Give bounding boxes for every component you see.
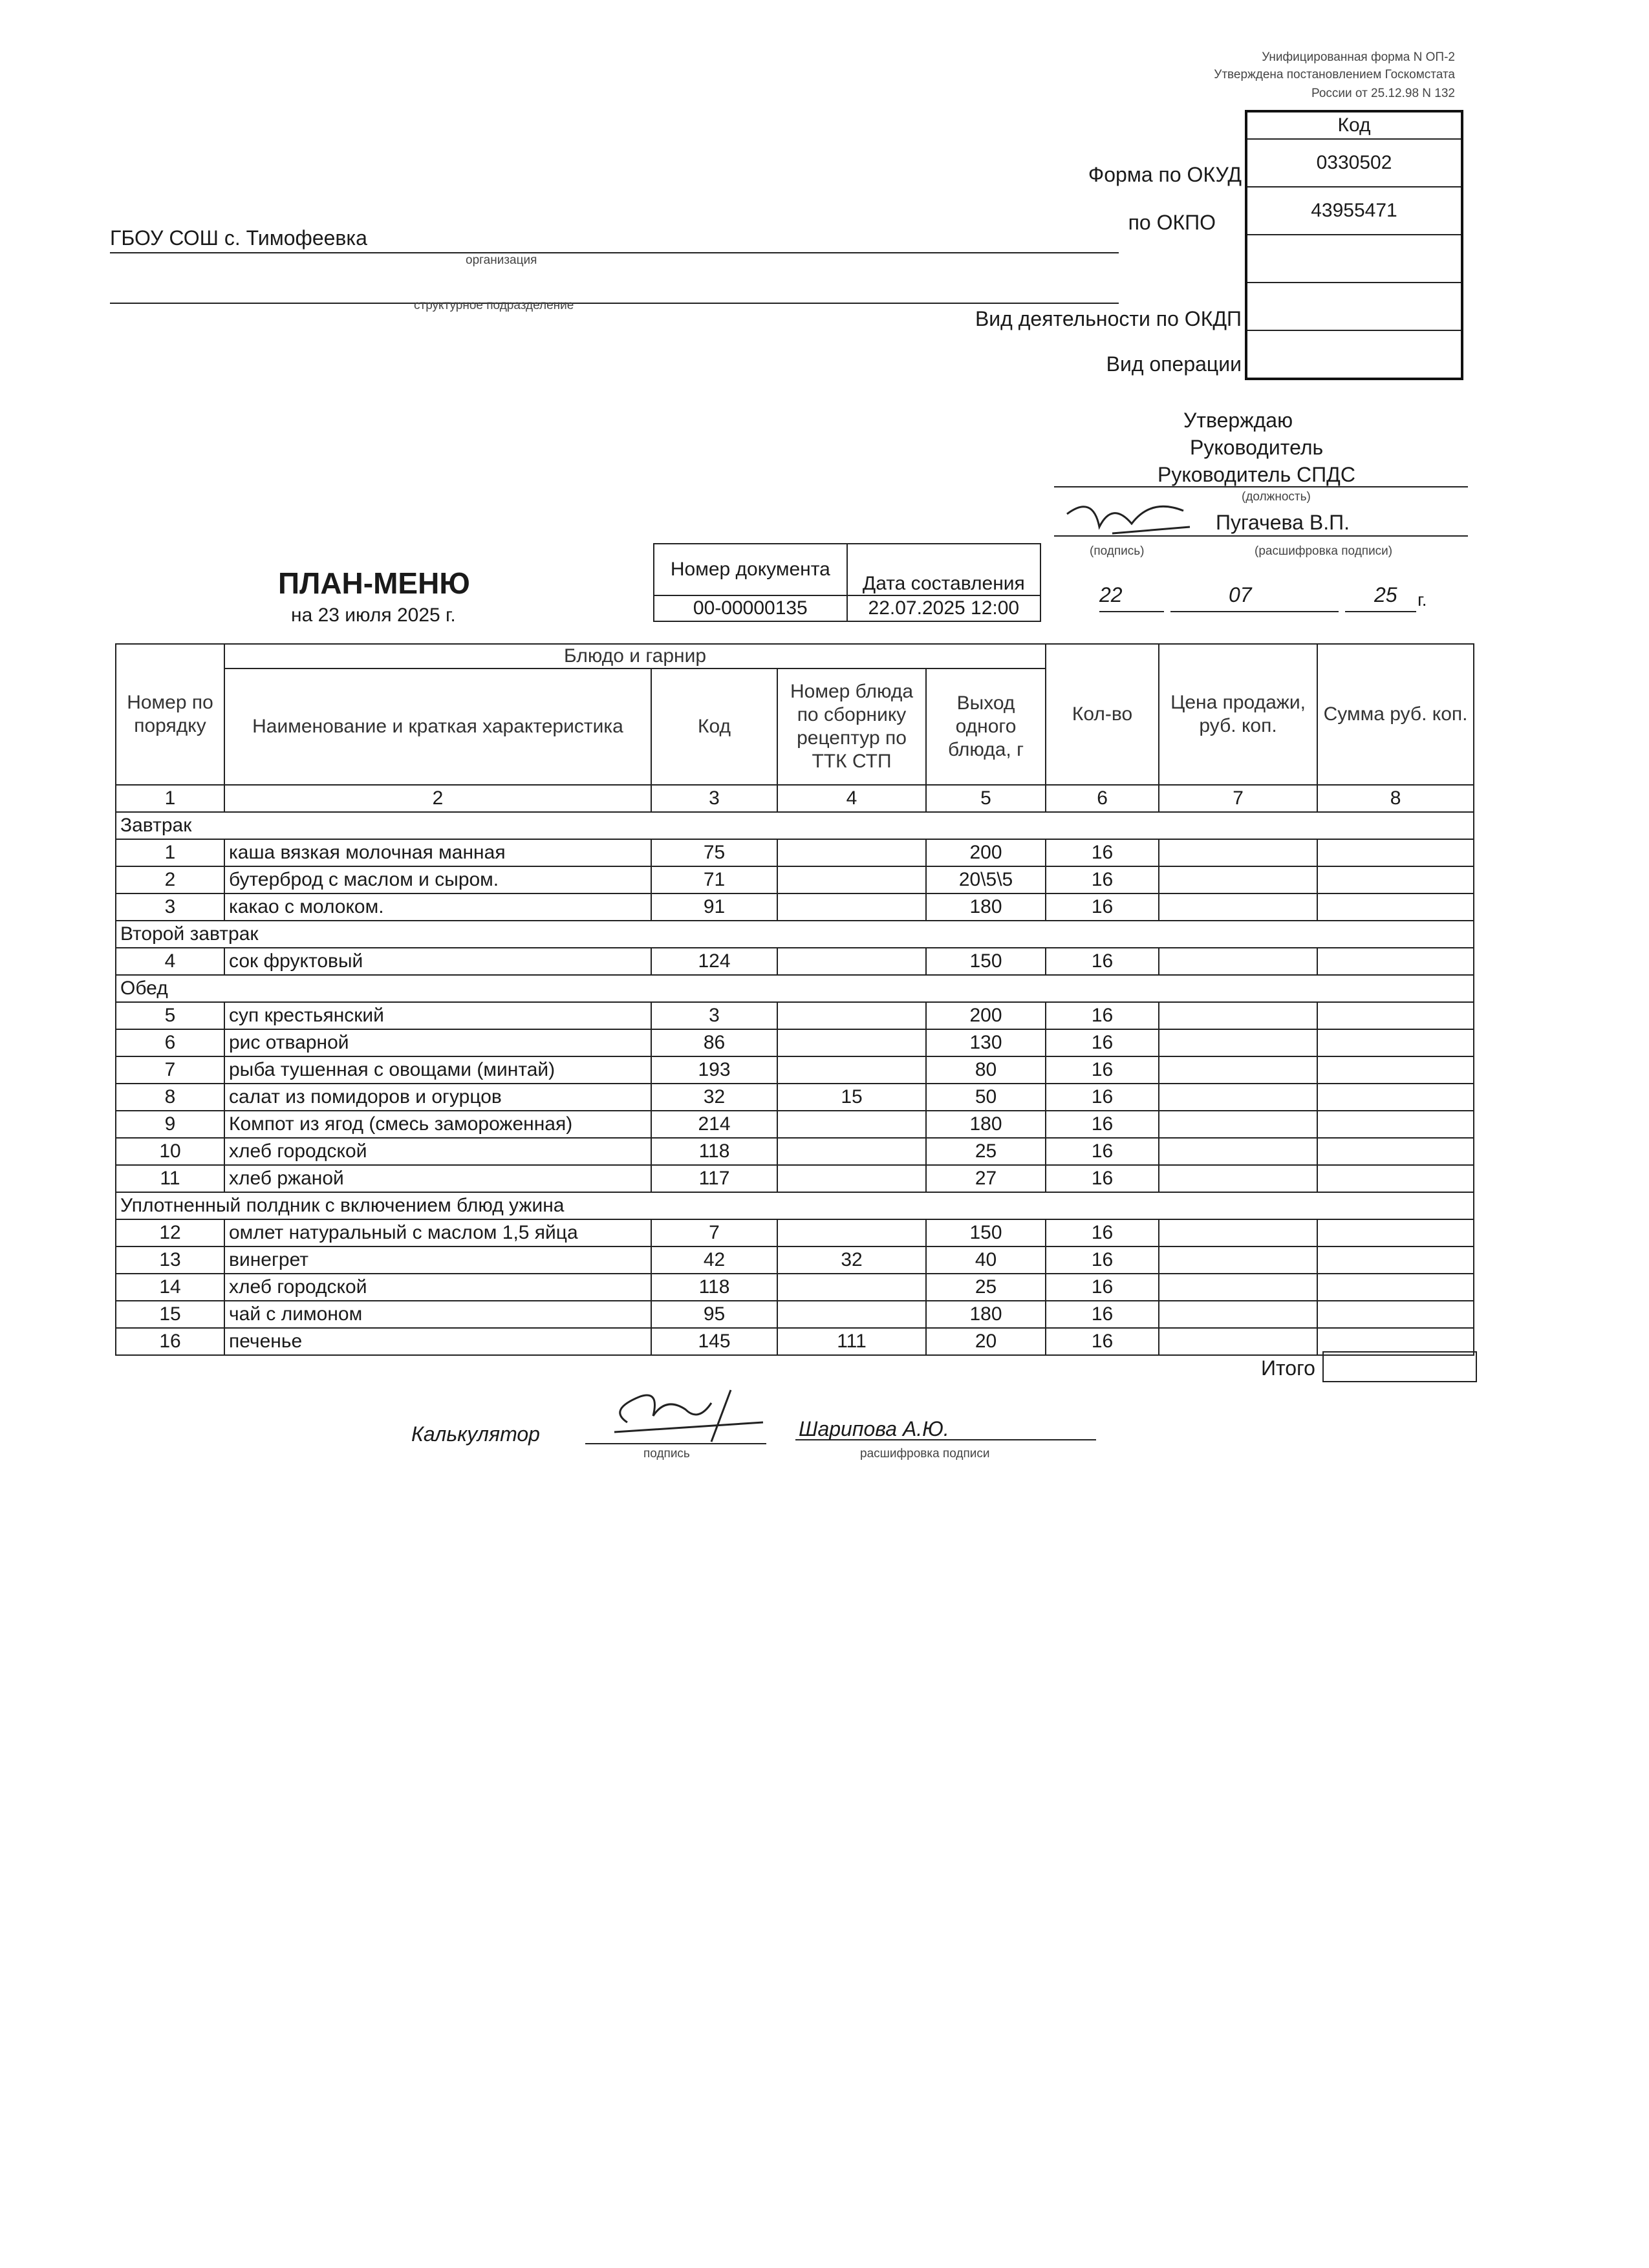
section-title: Обед bbox=[116, 975, 1474, 1002]
approve-label: Утверждаю bbox=[1183, 409, 1293, 432]
dish-qty: 16 bbox=[1046, 1274, 1159, 1301]
dish-name: омлет натуральный с маслом 1,5 яйца bbox=[224, 1219, 651, 1246]
recipe-number: 32 bbox=[777, 1246, 926, 1274]
row-number: 2 bbox=[116, 866, 224, 893]
row-number: 15 bbox=[116, 1301, 224, 1328]
col-price: Цена продажи, руб. коп. bbox=[1159, 644, 1317, 785]
dish-code: 75 bbox=[651, 839, 777, 866]
dish-sum bbox=[1317, 866, 1474, 893]
date-day: 22 bbox=[1099, 583, 1123, 606]
dish-code: 193 bbox=[651, 1056, 777, 1084]
calc-name: Шарипова А.Ю. bbox=[799, 1417, 949, 1440]
dish-price bbox=[1159, 1301, 1317, 1328]
row-number: 1 bbox=[116, 839, 224, 866]
calc-name-caption: расшифровка подписи bbox=[860, 1447, 990, 1460]
dish-yield: 200 bbox=[926, 839, 1046, 866]
form-note-3: России от 25.12.98 N 132 bbox=[1311, 87, 1455, 100]
row-number: 5 bbox=[116, 1002, 224, 1029]
dish-qty: 16 bbox=[1046, 1056, 1159, 1084]
dish-name: сок фруктовый bbox=[224, 948, 651, 975]
dish-name: винегрет bbox=[224, 1246, 651, 1274]
dish-sum bbox=[1317, 1219, 1474, 1246]
col-number: 8 bbox=[1317, 785, 1474, 812]
row-number: 6 bbox=[116, 1029, 224, 1056]
row-number: 3 bbox=[116, 893, 224, 921]
dish-code: 7 bbox=[651, 1219, 777, 1246]
dish-yield: 150 bbox=[926, 948, 1046, 975]
dish-price bbox=[1159, 1274, 1317, 1301]
operation-label: Вид операции bbox=[1106, 352, 1242, 376]
dish-name: бутерброд с маслом и сыром. bbox=[224, 866, 651, 893]
col-number: 2 bbox=[224, 785, 651, 812]
table-row bbox=[116, 1328, 1474, 1355]
dish-sum bbox=[1317, 1138, 1474, 1165]
dish-qty: 16 bbox=[1046, 866, 1159, 893]
dish-code: 91 bbox=[651, 893, 777, 921]
section-row bbox=[116, 1192, 1474, 1219]
dish-price bbox=[1159, 1029, 1317, 1056]
dish-code: 118 bbox=[651, 1274, 777, 1301]
dish-code: 214 bbox=[651, 1111, 777, 1138]
dish-price bbox=[1159, 1328, 1317, 1355]
dish-qty: 16 bbox=[1046, 1029, 1159, 1056]
dish-name: какао с молоком. bbox=[224, 893, 651, 921]
section-row bbox=[116, 921, 1474, 948]
dish-sum bbox=[1317, 1056, 1474, 1084]
recipe-number bbox=[777, 1219, 926, 1246]
code-box bbox=[1245, 110, 1463, 380]
dish-yield: 200 bbox=[926, 1002, 1046, 1029]
position-caption: (должность) bbox=[1242, 490, 1311, 504]
dish-qty: 16 bbox=[1046, 1165, 1159, 1192]
col-recipe: Номер блюда по сборнику рецептур по ТТК СТП bbox=[777, 669, 926, 785]
approver-signature bbox=[1054, 488, 1196, 546]
table-row bbox=[116, 1002, 1474, 1029]
table-row bbox=[116, 1029, 1474, 1056]
date-year: 25 bbox=[1374, 583, 1397, 606]
dish-sum bbox=[1317, 1111, 1474, 1138]
dish-sum bbox=[1317, 1002, 1474, 1029]
section-row bbox=[116, 975, 1474, 1002]
col-yield: Выход одного блюда, г bbox=[926, 669, 1046, 785]
dish-name: рыба тушенная с овощами (минтай) bbox=[224, 1056, 651, 1084]
dish-qty: 16 bbox=[1046, 1328, 1159, 1355]
section-row bbox=[116, 812, 1474, 839]
dish-code: 95 bbox=[651, 1301, 777, 1328]
dish-yield: 20 bbox=[926, 1328, 1046, 1355]
row-number: 11 bbox=[116, 1165, 224, 1192]
recipe-number bbox=[777, 948, 926, 975]
dish-price bbox=[1159, 866, 1317, 893]
recipe-number bbox=[777, 1056, 926, 1084]
dish-yield: 27 bbox=[926, 1165, 1046, 1192]
dish-name: салат из помидоров и огурцов bbox=[224, 1084, 651, 1111]
dish-yield: 150 bbox=[926, 1219, 1046, 1246]
doc-number: 00-00000135 bbox=[654, 595, 847, 621]
okud-label: Форма по ОКУД bbox=[1088, 163, 1242, 186]
dish-qty: 16 bbox=[1046, 948, 1159, 975]
dish-qty: 16 bbox=[1046, 1301, 1159, 1328]
dish-price bbox=[1159, 948, 1317, 975]
dish-sum bbox=[1317, 1029, 1474, 1056]
date-month: 07 bbox=[1229, 583, 1252, 606]
dish-yield: 180 bbox=[926, 1111, 1046, 1138]
table-row bbox=[116, 1301, 1474, 1328]
doc-date-label: Дата составления bbox=[847, 544, 1040, 595]
dish-qty: 16 bbox=[1046, 893, 1159, 921]
row-number: 14 bbox=[116, 1274, 224, 1301]
dish-code: 117 bbox=[651, 1165, 777, 1192]
col-number: 6 bbox=[1046, 785, 1159, 812]
row-number: 8 bbox=[116, 1084, 224, 1111]
recipe-number bbox=[777, 1274, 926, 1301]
dish-qty: 16 bbox=[1046, 1111, 1159, 1138]
dish-qty: 16 bbox=[1046, 1138, 1159, 1165]
subdivision-caption: структурное подразделение bbox=[414, 299, 574, 312]
dish-qty: 16 bbox=[1046, 1246, 1159, 1274]
col-number: 1 bbox=[116, 785, 224, 812]
col-number: 4 bbox=[777, 785, 926, 812]
col-dish-group: Блюдо и гарнир bbox=[224, 644, 1046, 669]
calc-label: Калькулятор bbox=[411, 1422, 540, 1446]
form-note-1: Унифицированная форма N ОП-2 bbox=[1262, 50, 1455, 64]
name-caption: (расшифровка подписи) bbox=[1255, 544, 1393, 558]
dish-qty: 16 bbox=[1046, 1002, 1159, 1029]
col-sum: Сумма руб. коп. bbox=[1317, 644, 1474, 785]
dish-code: 32 bbox=[651, 1084, 777, 1111]
dish-price bbox=[1159, 839, 1317, 866]
table-row bbox=[116, 893, 1474, 921]
table-row bbox=[116, 1274, 1474, 1301]
table-row bbox=[116, 839, 1474, 866]
dish-yield: 80 bbox=[926, 1056, 1046, 1084]
dish-price bbox=[1159, 1138, 1317, 1165]
dish-qty: 16 bbox=[1046, 1084, 1159, 1111]
dish-yield: 25 bbox=[926, 1274, 1046, 1301]
dish-yield: 25 bbox=[926, 1138, 1046, 1165]
okpo-value: 43955471 bbox=[1247, 186, 1461, 234]
dish-name: хлеб городской bbox=[224, 1138, 651, 1165]
dish-price bbox=[1159, 1246, 1317, 1274]
table-row bbox=[116, 1246, 1474, 1274]
dish-sum bbox=[1317, 839, 1474, 866]
recipe-number bbox=[777, 1111, 926, 1138]
dish-price bbox=[1159, 893, 1317, 921]
sign-caption: (подпись) bbox=[1090, 544, 1145, 558]
dish-qty: 16 bbox=[1046, 839, 1159, 866]
dish-name: хлеб городской bbox=[224, 1274, 651, 1301]
page-title: ПЛАН-МЕНЮ bbox=[278, 566, 470, 600]
year-suffix: г. bbox=[1417, 590, 1427, 610]
col-number: 7 bbox=[1159, 785, 1317, 812]
dish-name: суп крестьянский bbox=[224, 1002, 651, 1029]
head-label: Руководитель bbox=[1190, 436, 1324, 459]
dish-yield: 20\5\5 bbox=[926, 866, 1046, 893]
dish-sum bbox=[1317, 1165, 1474, 1192]
document-info-table bbox=[653, 543, 1041, 622]
dish-code: 124 bbox=[651, 948, 777, 975]
table-row bbox=[116, 866, 1474, 893]
empty-code-cell bbox=[1247, 234, 1461, 282]
dish-name: Компот из ягод (смесь замороженная) bbox=[224, 1111, 651, 1138]
dish-yield: 180 bbox=[926, 893, 1046, 921]
okud-value: 0330502 bbox=[1247, 138, 1461, 186]
total-label: Итого bbox=[1261, 1356, 1315, 1380]
dish-yield: 40 bbox=[926, 1246, 1046, 1274]
okdp-value bbox=[1247, 282, 1461, 330]
recipe-number bbox=[777, 893, 926, 921]
dish-price bbox=[1159, 1111, 1317, 1138]
dish-price bbox=[1159, 1002, 1317, 1029]
dish-price bbox=[1159, 1056, 1317, 1084]
org-caption: организация bbox=[466, 253, 537, 267]
table-row bbox=[116, 1111, 1474, 1138]
dish-name: хлеб ржаной bbox=[224, 1165, 651, 1192]
recipe-number bbox=[777, 1165, 926, 1192]
page-subtitle: на 23 июля 2025 г. bbox=[291, 604, 456, 626]
section-title: Второй завтрак bbox=[116, 921, 1474, 948]
dish-code: 3 bbox=[651, 1002, 777, 1029]
doc-date: 22.07.2025 12:00 bbox=[847, 595, 1040, 621]
dish-code: 86 bbox=[651, 1029, 777, 1056]
dish-sum bbox=[1317, 893, 1474, 921]
section-title: Завтрак bbox=[116, 812, 1474, 839]
col-number: 3 bbox=[651, 785, 777, 812]
dish-price bbox=[1159, 1084, 1317, 1111]
table-row bbox=[116, 1056, 1474, 1084]
dish-yield: 50 bbox=[926, 1084, 1046, 1111]
dish-sum bbox=[1317, 1246, 1474, 1274]
dish-price bbox=[1159, 1165, 1317, 1192]
approver-name: Пугачева В.П. bbox=[1216, 511, 1350, 534]
org-name: ГБОУ СОШ с. Тимофеевка bbox=[110, 226, 367, 250]
menu-table bbox=[115, 643, 1474, 1356]
table-row bbox=[116, 1165, 1474, 1192]
section-title: Уплотненный полдник с включением блюд ужина bbox=[116, 1192, 1474, 1219]
okpo-label: по ОКПО bbox=[1128, 211, 1216, 234]
menu-body bbox=[116, 812, 1474, 1355]
dish-price bbox=[1159, 1219, 1317, 1246]
dish-sum bbox=[1317, 1301, 1474, 1328]
recipe-number bbox=[777, 839, 926, 866]
col-qty: Кол-во bbox=[1046, 644, 1159, 785]
dish-qty: 16 bbox=[1046, 1219, 1159, 1246]
col-number: 5 bbox=[926, 785, 1046, 812]
dish-code: 118 bbox=[651, 1138, 777, 1165]
dish-code: 42 bbox=[651, 1246, 777, 1274]
row-number: 10 bbox=[116, 1138, 224, 1165]
row-number: 9 bbox=[116, 1111, 224, 1138]
dish-name: каша вязкая молочная манная bbox=[224, 839, 651, 866]
recipe-number bbox=[777, 1029, 926, 1056]
dish-yield: 130 bbox=[926, 1029, 1046, 1056]
dish-code: 71 bbox=[651, 866, 777, 893]
dish-sum bbox=[1317, 1084, 1474, 1111]
table-row bbox=[116, 1084, 1474, 1111]
doc-number-label: Номер документа bbox=[654, 544, 847, 595]
table-row bbox=[116, 1138, 1474, 1165]
recipe-number bbox=[777, 1138, 926, 1165]
code-head: Код bbox=[1337, 114, 1371, 136]
okdp-label: Вид деятельности по ОКДП bbox=[975, 307, 1242, 330]
row-number: 4 bbox=[116, 948, 224, 975]
total-value bbox=[1322, 1351, 1477, 1382]
dish-yield: 180 bbox=[926, 1301, 1046, 1328]
row-number: 7 bbox=[116, 1056, 224, 1084]
table-row bbox=[116, 948, 1474, 975]
dish-sum bbox=[1317, 1274, 1474, 1301]
table-row bbox=[116, 1219, 1474, 1246]
dish-name: рис отварной bbox=[224, 1029, 651, 1056]
row-number: 13 bbox=[116, 1246, 224, 1274]
position-value: Руководитель СПДС bbox=[1158, 463, 1355, 486]
recipe-number bbox=[777, 1002, 926, 1029]
row-number: 16 bbox=[116, 1328, 224, 1355]
col-name: Наименование и краткая характеристика bbox=[224, 669, 651, 785]
col-code: Код bbox=[651, 669, 777, 785]
recipe-number: 15 bbox=[777, 1084, 926, 1111]
row-number: 12 bbox=[116, 1219, 224, 1246]
col-order: Номер по порядку bbox=[116, 644, 224, 785]
form-note-2: Утверждена постановлением Госкомстата bbox=[1214, 68, 1455, 81]
recipe-number bbox=[777, 1301, 926, 1328]
calc-sign-caption: подпись bbox=[643, 1447, 690, 1460]
operation-value bbox=[1247, 330, 1461, 378]
dish-code: 145 bbox=[651, 1328, 777, 1355]
dish-name: печенье bbox=[224, 1328, 651, 1355]
recipe-number bbox=[777, 866, 926, 893]
dish-name: чай с лимоном bbox=[224, 1301, 651, 1328]
dish-sum bbox=[1317, 948, 1474, 975]
recipe-number: 111 bbox=[777, 1328, 926, 1355]
